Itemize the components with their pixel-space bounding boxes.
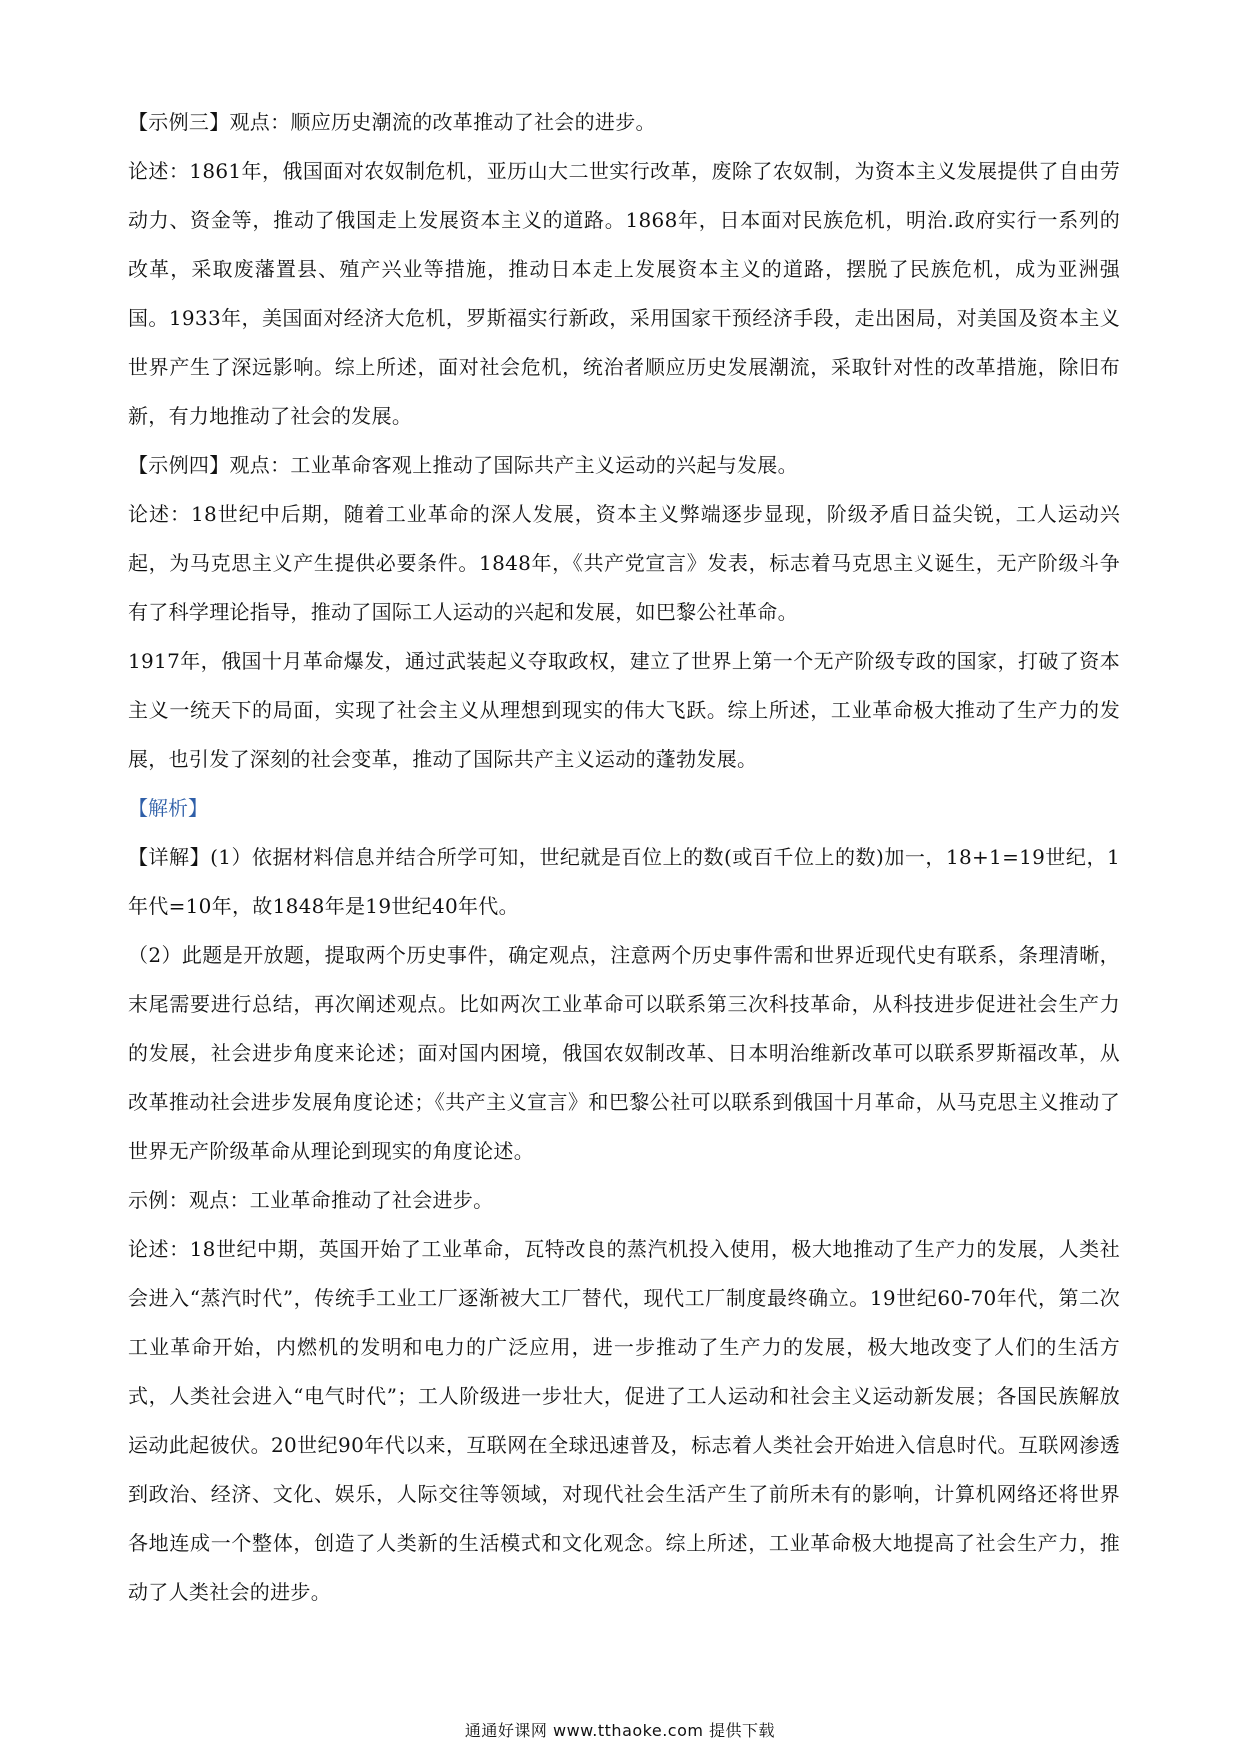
sample-viewpoint: 示例：观点：工业革命推动了社会进步。 <box>128 1188 494 1212</box>
example-three-viewpoint-text: 观点：顺应历史潮流的改革推动了社会的进步。 <box>229 110 656 134</box>
detailed-explanation-label: 【详解】 <box>128 845 211 869</box>
analysis-heading: 【解析】 <box>128 796 208 820</box>
example-four-label: 【示例四】 <box>128 453 230 477</box>
sample-argument: 论述：18世纪中期，英国开始了工业革命，瓦特改良的蒸汽机投入使用，极大地推动了生产力的发展，人类社会进入“蒸汽时代”，传统手工业工厂逐渐被大工厂替代，现代工厂制度最终确立。19世纪60-70年代，第二次工业革命开始，内燃机的发明和电力的广泛应用，进一步推动了生产力的发展，极大地改变了人们的生活方式，人类社会进入“电气时代”；工人阶级进一步壮大，促进了工人运动和社会主义运动新发展；各国民族解放运动此起彼伏。20世纪90年代以来，互联网在全球迅速普及，标志着人类社会开始进入信息时代。互联网渗透到政治、经济、文化、娱乐，人际交往等领域，对现代社会生活产生了前所未有的影响，计算机网络还将世界各地连成一个整体，创造了人类新的生活模式和文化观念。综上所述，工业革命极大地提高了社会生产力，推动了人类社会的进步。 <box>128 1237 1120 1604</box>
example-four-viewpoint <box>128 441 1120 490</box>
detailed-explanation-1-text: (1）依据材料信息并结合所学可知，世纪就是百位上的数(或百千位上的数)加一，18+1=19世纪，1年代=10年，故1848年是19世纪40年代。 <box>128 845 1121 918</box>
example-three-argument: 论述：1861年，俄国面对农奴制危机，亚历山大二世实行改革，废除了农奴制，为资本主义发展提供了自由劳动力、资金等，推动了俄国走上发展资本主义的道路。1868年，日本面对民族危机，明治.政府实行一系列的改革，采取废藩置县、殖产兴业等措施，推动日本走上发展资本主义的道路，摆脱了民族危机，成为亚洲强国。1933年，美国面对经济大危机，罗斯福实行新政，采用国家干预经济手段，走出困局，对美国及资本主义世界产生了深远影响。综上所述，面对社会危机，统治者顺应历史发展潮流，采取针对性的改革措施，除旧布新，有力地推动了社会的发展。 <box>128 159 1120 428</box>
example-three-viewpoint <box>128 98 1120 147</box>
detailed-explanation-1 <box>128 833 1120 931</box>
example-four-argument: 论述：18世纪中后期，随着工业革命的深人发展，资本主义弊端逐步显现，阶级矛盾日益尖锐，工人运动兴起，为马克思主义产生提供必要条件。1848年，《共产党宣言》发表，标志着马克思主义诞生，无产阶级斗争有了科学理论指导，推动了国际工人运动的兴起和发展，如巴黎公社革命。 <box>128 502 1120 624</box>
example-four-argument-continued: 1917年，俄国十月革命爆发，通过武装起义夺取政权，建立了世界上第一个无产阶级专政的国家，打破了资本主义一统天下的局面，实现了社会主义从理想到现实的伟大飞跃。综上所述，工业革命极大推动了生产力的发展，也引发了深刻的社会变革，推动了国际共产主义运动的蓬勃发展。 <box>128 649 1120 771</box>
example-four-viewpoint-text: 观点：工业革命客观上推动了国际共产主义运动的兴起与发展。 <box>229 453 798 477</box>
page-footer: 通通好课网 www.tthaoke.com 提供下载 <box>464 1721 776 1740</box>
example-three-label: 【示例三】 <box>128 110 230 134</box>
detailed-explanation-2: （2）此题是开放题，提取两个历史事件，确定观点，注意两个历史事件需和世界近现代史有联系，条理清晰，末尾需要进行总结，再次阐述观点。比如两次工业革命可以联系第三次科技革命，从科技进步促进社会生产力的发展，社会进步角度来论述；面对国内困境，俄国农奴制改革、日本明治维新改革可以联系罗斯福改革，从改革推动社会进步发展角度论述；《共产主义宣言》和巴黎公社可以联系到俄国十月革命，从马克思主义推动了世界无产阶级革命从理论到现实的角度论述。 <box>128 943 1120 1163</box>
